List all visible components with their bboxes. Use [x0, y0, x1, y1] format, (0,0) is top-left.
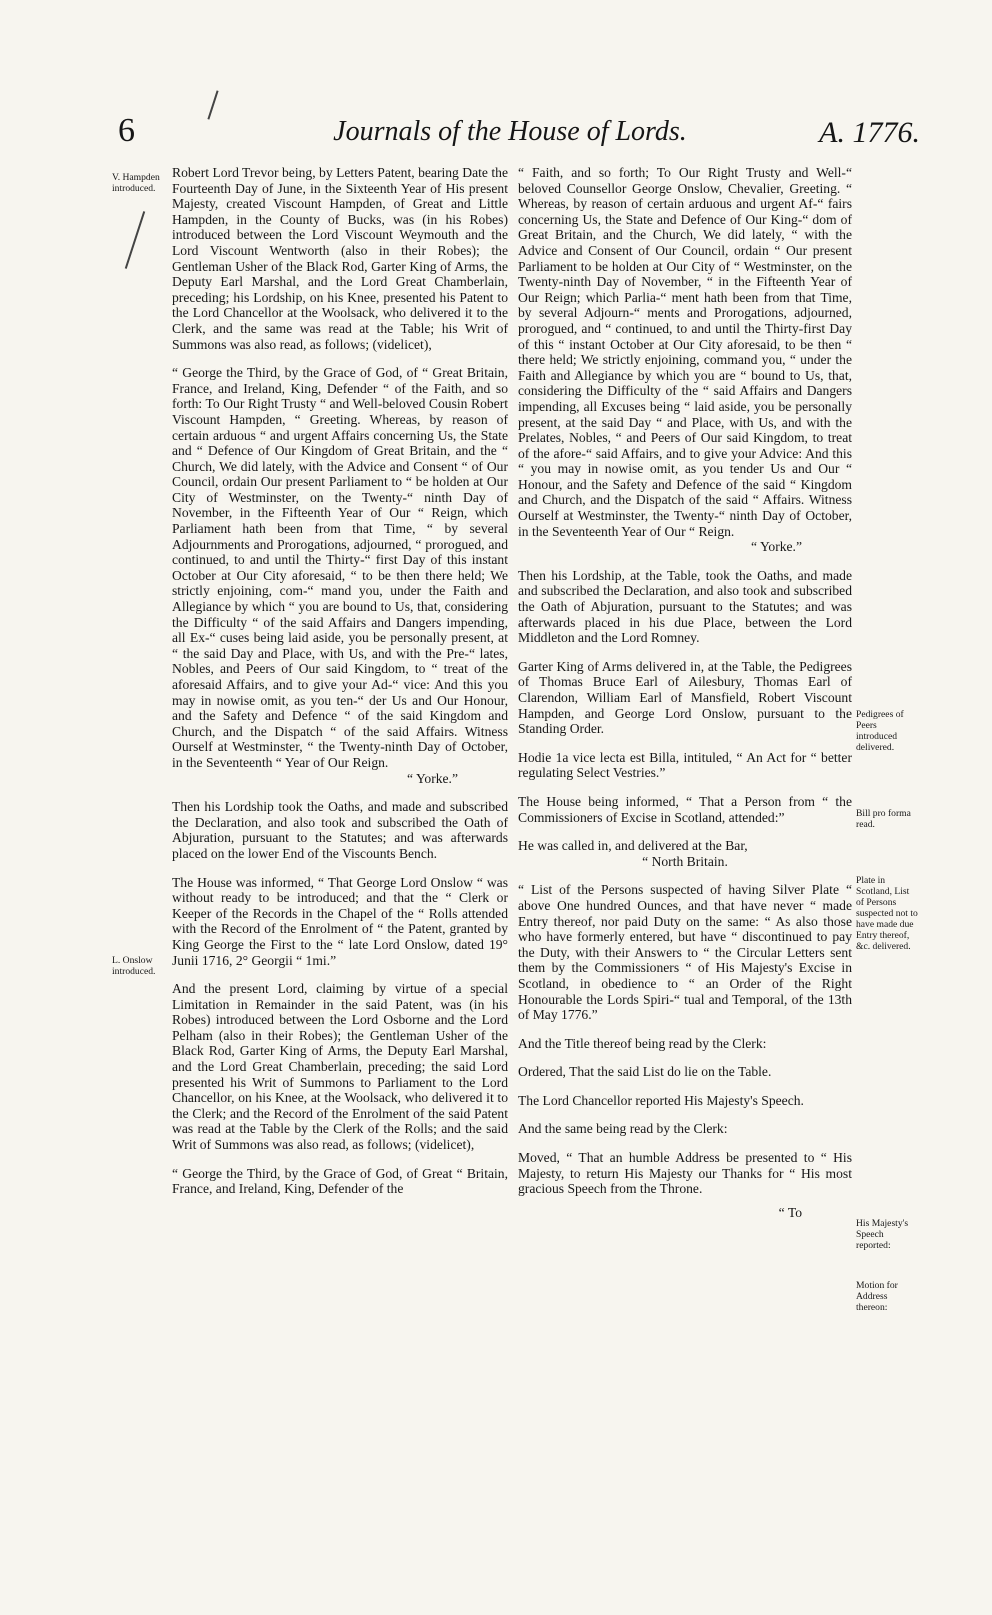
signature: “ Yorke.”	[407, 770, 458, 786]
paragraph: Garter King of Arms delivered in, at the Table, the Pedigrees of Thomas Bruce Earl of Ailesbury, Thomas Earl of Clarendon, William Earl of Mansfield, Robert Viscount Hampden, and George Lord Onslow, pursuant to the Standing Order.	[518, 658, 852, 737]
page-header	[100, 112, 920, 154]
paragraph: “ George the Third, by the Grace of God, of Great “ Britain, France, and Ireland, King, Defender of the	[172, 1165, 508, 1197]
paragraph: The House was informed, “ That George Lord Onslow “ was without ready to be introduced; and that the “ Clerk or Keeper of the Records in the Chapel of the “ Rolls attended with the Record of the Enrolment of “ the Patent, granted by King George the First to the “ late Lord Onslow, dated 19° Junii 1716, 2° Georgii “ 1mi.”	[172, 874, 508, 968]
page-year: A. 1776.	[819, 116, 920, 149]
paragraph: And the same being read by the Clerk:	[518, 1121, 728, 1137]
pen-mark	[125, 211, 145, 269]
writ-paragraph: “ Faith, and so forth; To Our Right Trusty and Well-“ beloved Counsellor George Onslow, Chevalier, Greeting. “ Whereas, by reason of certain arduous and urgent Af-“ fairs concerning Us, the State and Defence of Our King-“ dom of Great Britain, and the Church, We did lately, “ with the Advice and Consent of Our Council, ordain “ Our present Parliament to be holden at Our City of “ Westminster, on the Twenty-ninth Day of November, “ in the Fifteenth Year of Our Reign; which Parlia-“ ment hath been from that Time, by several Adjourn-“ ments and Prorogations, adjourned, prorogued, and “ continued, to and until the Thirty-first Day of this “ instant October at Our City aforesaid, to be then “ there held; We strictly enjoining, command you, “ under the Faith and Allegiance by which you are “ bound to Us, that, considering the Difficulty of the “ said Affairs and Dangers impending, all Excuses being “ laid aside, you be personally present, at the said Day “ and Place, with Us, and with the Prelates, Nobles, “ and Peers of Our said Kingdom, to treat of the afore-“ said Affairs, and to give your Advice: And this “ you may in nowise omit, as you tender Us and Our “ Honour, and the Safety and Defence of the said “ Kingdom and Church, and the Dispatch of the said “ Affairs. Witness Ourself at Westminster, the Twenty-“ ninth Day of October, in the Seventeenth Year of Our “ Reign.	[518, 165, 852, 539]
margin-note-pedigrees: Pedigrees of Peers introduced delivered.	[856, 709, 904, 753]
paragraph: Then his Lordship took the Oaths, and made and subscribed the Declaration, and also took and subscribed the Oath of Abjuration, pursuant to the Statutes; and was afterwards placed on the lower End of the Viscounts Bench.	[172, 799, 508, 861]
signature: “ Yorke.”	[751, 539, 802, 555]
right-column	[518, 165, 852, 1220]
paragraph: He was called in, and delivered at the Bar,	[518, 838, 748, 854]
paragraph: And the present Lord, claiming by virtue of a special Limitation in Remainder in the said Patent, was (in his Robes) introduced between the Lord Osborne and the Lord Pelham (also in their Robes); the Gentleman Usher of the Black Rod, Garter King of Arms, the Deputy Earl Marshal, and the Lord Great Chamberlain, preceding; the said Lord presented his Writ of Summons to Parliament to the Lord Chancellor, on his Knee, at the Woolsack, who delivered it to the Clerk; and the Record of the Enrolment of the said Patent was read at the Table by the Clerk of the Rolls; and the said Writ of Summons was also read, as follows; (videlicet),	[172, 981, 508, 1153]
catchword: “ To	[778, 1204, 802, 1220]
margin-note-motion: Motion for Address thereon:	[856, 1280, 898, 1313]
paragraph: And the Title thereof being read by the Clerk:	[518, 1035, 767, 1051]
paragraph: The Lord Chancellor reported His Majesty's Speech.	[518, 1092, 804, 1108]
margin-note-hampden: V. Hampden introduced.	[112, 172, 160, 194]
paragraph: Ordered, That the said List do lie on the Table.	[518, 1064, 772, 1080]
paragraph: “ List of the Persons suspected of having Silver Plate “ above One hundred Ounces, and that have never “ made Entry thereof, nor paid Duty on the same: “ As also those who have formerly entered, but have “ discontinued to pay the Duty, with their Answers to “ the Circular Letters sent them by the Commissioners “ of His Majesty's Excise in Scotland, in obedience to “ an Order of the Right Honourable the Lords Spiri-“ tual and Temporal, of the 13th of May 1776.”	[518, 882, 852, 1023]
paragraph: Moved, “ That an humble Address be presented to “ His Majesty, to return His Majesty our Thanks for “ His most gracious Speech from the Throne.	[518, 1150, 852, 1197]
writ-paragraph: “ George the Third, by the Grace of God, of “ Great Britain, France, and Ireland, King, Defender “ of the Faith, and so forth: To Our Right Trusty “ and Well-beloved Cousin Robert Viscount Hampden, “ Greeting. Whereas, by reason of certain arduous “ and urgent Affairs concerning Us, the State and “ Defence of Our Kingdom of Great Britain, and the “ Church, We did lately, with the Advice and Consent “ of Our Council, ordain Our present Parliament to “ be holden at Our City of Westminster, on the Twenty-“ ninth Day of November, in the Fifteenth Year of Our “ Reign, which Parliament hath been from that Time, “ by several Adjournments and Prorogations, adjourned, “ prorogued, and continued, to and until the Thirty-“ first Day of this instant October at Our City aforesaid, “ to be then there held; We strictly enjoining, com-“ mand you, under the Faith and Allegiance by which “ you are bound to Us, that, considering the Difficulty “ of the said Affairs and Dangers impending, all Ex-“ cuses being laid aside, you be personally present, at “ the said Day and Place, with Us, and with the Pre-“ lates, Nobles, and Peers of Our said Kingdom, to “ treat of the aforesaid Affairs, and to give your Ad-“ vice: And this you may in nowise omit, as you ten-“ der Us and Our Honour, and the Safety and Defence “ of the said Kingdom and Church, and the Dispatch “ of the said Affairs. Witness Ourself at Westminster, “ the Twenty-ninth Day of October, in the Seventeenth “ Year of Our Reign.	[172, 365, 508, 770]
margin-note-speech: His Majesty's Speech reported:	[856, 1218, 909, 1251]
left-column	[172, 165, 508, 1197]
paragraph: Then his Lordship, at the Table, took the Oaths, and made and subscribed the Declaration, and also took and subscribed the Oath of Abjuration, pursuant to the Statutes; and was afterwards placed in his due Place, between the Lord Middleton and the Lord Romney.	[518, 567, 852, 646]
margin-note-plate: Plate in Scotland, List of Persons suspected not to have made due Entry thereof, &c. delivered.	[856, 875, 918, 952]
paragraph: The House being informed, “ That a Person from “ the Commissioners of Excise in Scotland, attended:”	[518, 793, 852, 825]
paragraph: Hodie 1a vice lecta est Billa, intituled, “ An Act for “ better regulating Select Vestries.”	[518, 749, 852, 781]
page-title: Journals of the House of Lords.	[333, 116, 687, 147]
heading: “ North Britain.	[642, 853, 728, 869]
page-number: 6	[118, 112, 135, 149]
paragraph: Robert Lord Trevor being, by Letters Patent, bearing Date the Fourteenth Day of June, in the Sixteenth Year of His present Majesty, created Viscount Hampden, of Great and Little Hampden, in the County of Bucks, was (in his Robes) introduced between the Lord Viscount Weymouth and the Lord Viscount Wentworth (also in their Robes); the Gentleman Usher of the Black Rod, Garter King of Arms, the Deputy Earl Marshal, and the Lord Great Chamberlain, preceding; his Lordship, on his Knee, presented his Patent to the Lord Chancellor at the Woolsack, who delivered it to the Clerk, and the same was read at the Table; his Writ of Summons was also read, as follows; (videlicet),	[172, 165, 508, 352]
margin-note-onslow: L. Onslow introduced.	[112, 955, 156, 977]
margin-note-bill: Bill pro forma read.	[856, 808, 911, 830]
